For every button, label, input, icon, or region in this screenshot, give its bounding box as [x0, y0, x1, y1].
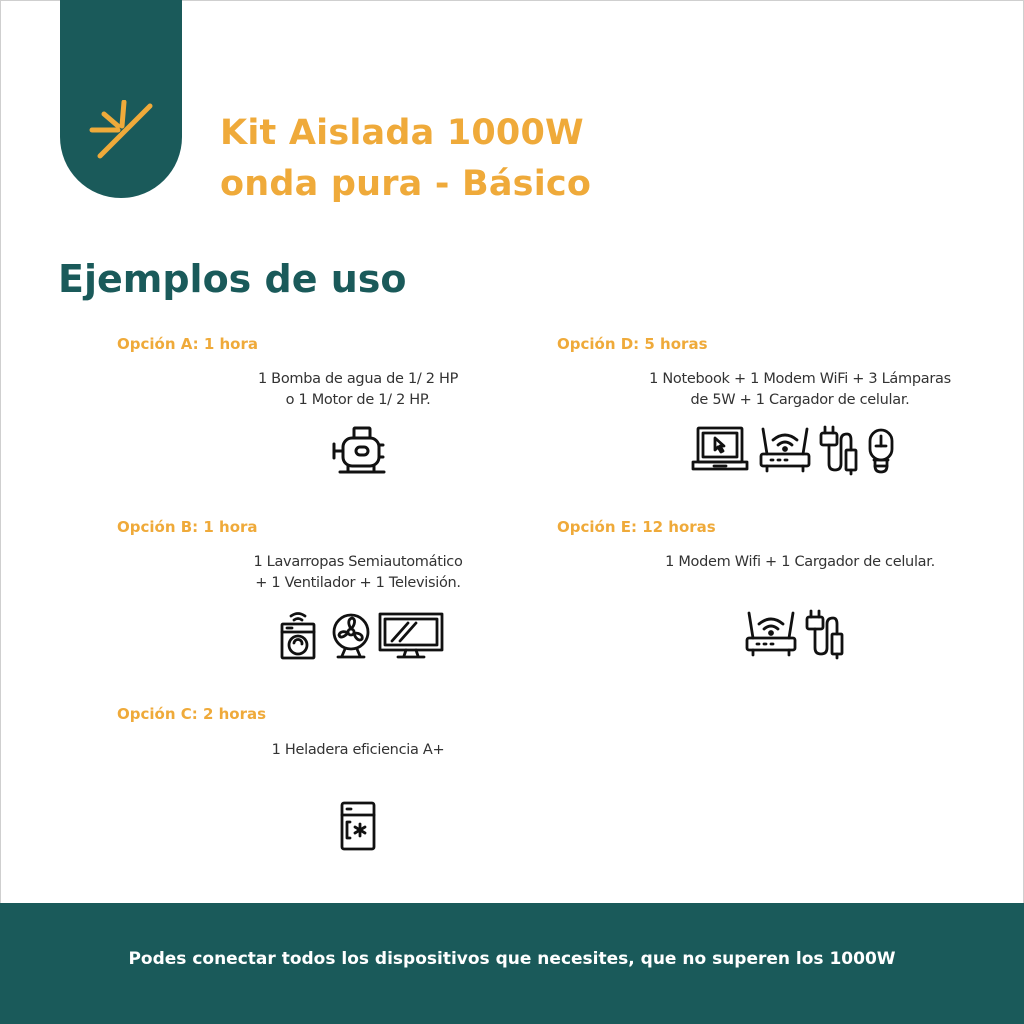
router-icon: [744, 608, 798, 660]
option-d-description-line-1: 1 Notebook + 1 Modem WiFi + 3 Lámparas: [649, 371, 951, 387]
water-pump-icon: [330, 424, 388, 476]
option-b-description: [208, 552, 508, 594]
option-b-description-line-2: + 1 Ventilador + 1 Televisión.: [255, 575, 461, 591]
option-a-description-line-2: o 1 Motor de 1/ 2 HP.: [285, 392, 431, 408]
sun-sparkle-icon: [88, 100, 154, 162]
footer-banner: [0, 903, 1024, 1024]
washing-machine-icon: [278, 610, 318, 662]
option-c-title: Opción C: 2 horas: [117, 705, 267, 723]
option-b-description-line-1: 1 Lavarropas Semiautomático: [253, 554, 463, 570]
option-d-title: Opción D: 5 horas: [557, 335, 708, 353]
product-title: [220, 108, 920, 210]
option-c-icons: [338, 800, 378, 852]
option-e-description-line-1: 1 Modem Wifi + 1 Cargador de celular.: [665, 554, 935, 570]
option-a-description: [208, 369, 508, 411]
charger-icon: [818, 424, 858, 476]
product-title-line-1: Kit Aislada 1000W: [220, 113, 584, 153]
option-e-title: Opción E: 12 horas: [557, 518, 716, 536]
lamp-icon: [866, 424, 896, 476]
charger-icon: [804, 608, 844, 660]
product-title-line-2: onda pura - Básico: [220, 164, 592, 204]
option-e-description: [600, 552, 1000, 573]
television-icon: [378, 610, 444, 662]
option-a-description-line-1: 1 Bomba de agua de 1/ 2 HP: [257, 371, 459, 387]
fan-icon: [330, 610, 372, 662]
footer-text: Podes conectar todos los dispositivos que necesites, que no superen los 1000W: [128, 949, 896, 969]
option-d-description: [600, 369, 1000, 411]
option-c-description-line-1: 1 Heladera eficiencia A+: [271, 742, 445, 758]
section-heading: Ejemplos de uso: [58, 257, 407, 301]
refrigerator-icon: [338, 800, 378, 852]
option-a-icons: [330, 424, 388, 476]
option-b-title: Opción B: 1 hora: [117, 518, 258, 536]
router-icon: [758, 424, 812, 476]
laptop-icon: [690, 424, 750, 476]
option-a-title: Opción A: 1 hora: [117, 335, 258, 353]
option-c-description: [208, 740, 508, 761]
option-d-description-line-2: de 5W + 1 Cargador de celular.: [690, 392, 910, 408]
logo-tab: [60, 0, 182, 198]
